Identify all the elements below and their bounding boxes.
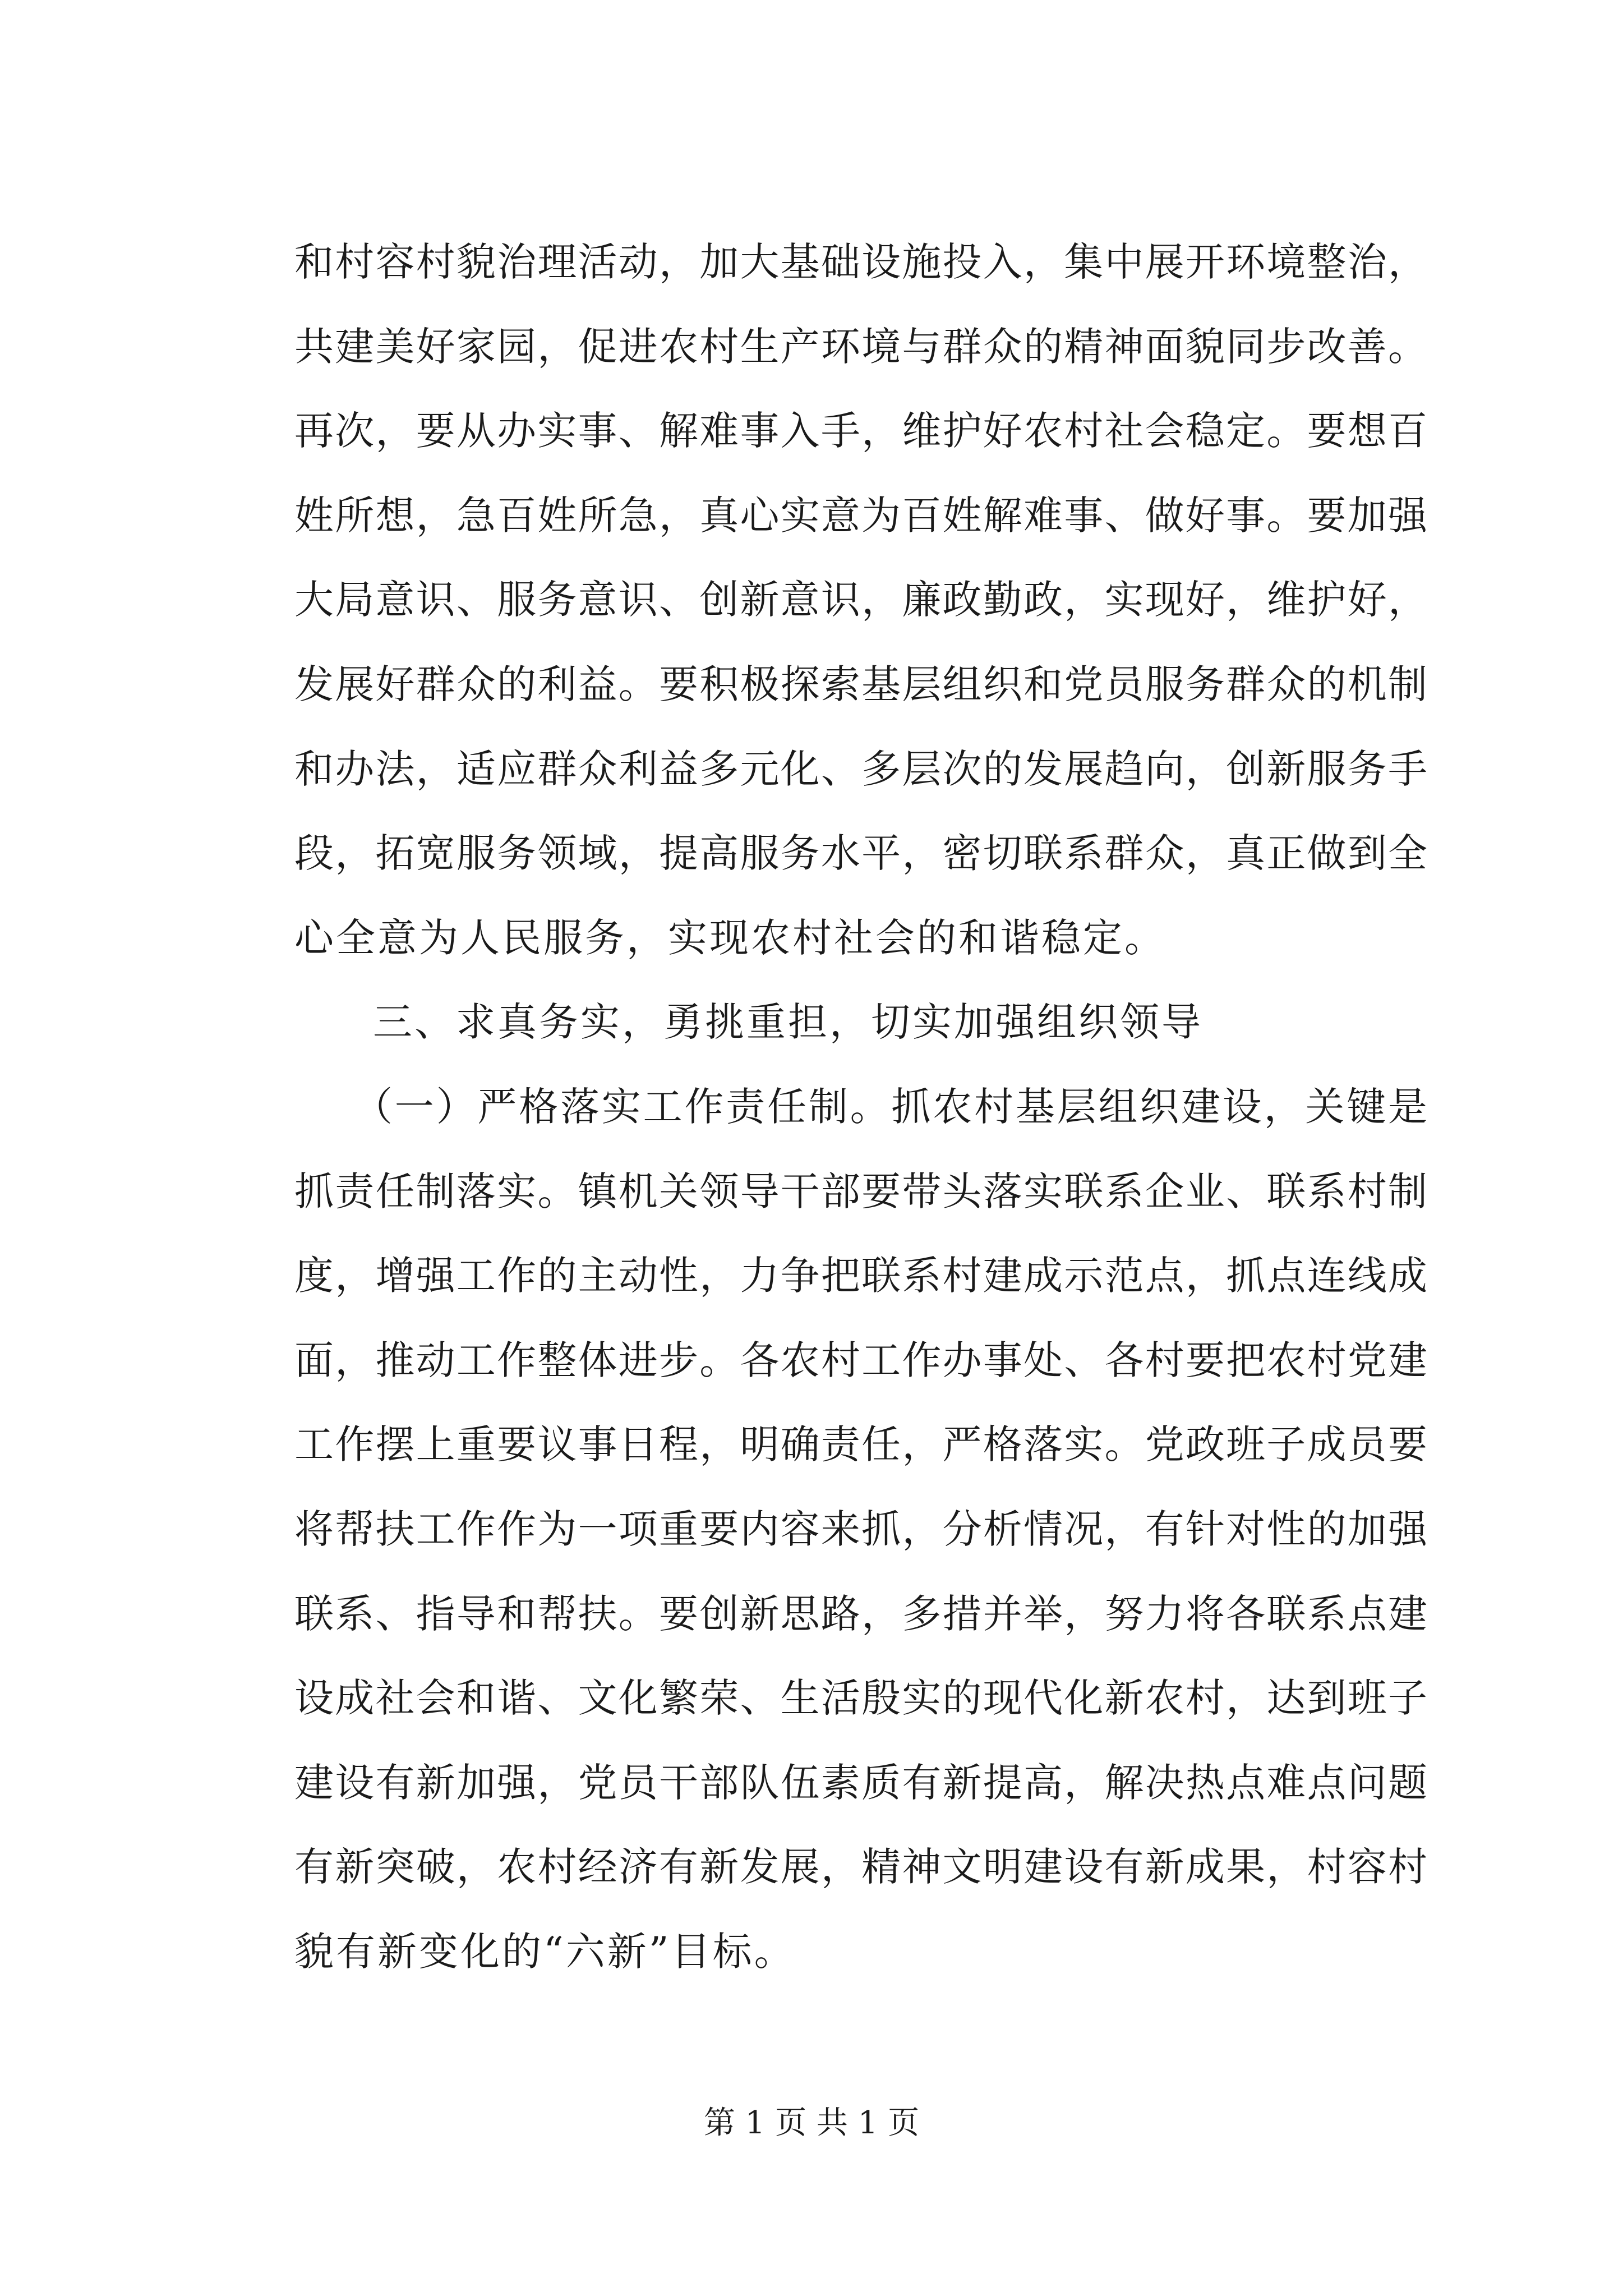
text-line: 心全意为人民服务，实现农村社会的和谐稳定。 bbox=[294, 914, 1166, 961]
text-line: 设成社会和谐、文化繁荣、生活殷实的现代化新农村，达到班子 bbox=[294, 1675, 1427, 1722]
text-line: 姓所想，急百姓所急，真心实意为百姓解难事、做好事。要加强 bbox=[294, 492, 1427, 539]
section-heading: 三、求真务实，勇挑重担，切实加强组织领导 bbox=[373, 999, 1203, 1046]
text-line: 联系、指导和帮扶。要创新思路，多措并举，努力将各联系点建 bbox=[294, 1590, 1427, 1637]
text-line: （一）严格落实工作责任制。抓农村基层组织建设，关键是 bbox=[353, 1083, 1427, 1130]
text-line: 发展好群众的利益。要积极探索基层组织和党员服务群众的机制 bbox=[294, 661, 1427, 707]
text-line: 貌有新变化的“六新”目标。 bbox=[294, 1928, 796, 1975]
text-line: 面，推动工作整体进步。各农村工作办事处、各村要把农村党建 bbox=[294, 1337, 1427, 1383]
page-footer bbox=[0, 2104, 1623, 2143]
text-line: 大局意识、服务意识、创新意识，廉政勤政，实现好，维护好， bbox=[294, 577, 1427, 623]
text-line: 和办法，适应群众利益多元化、多层次的发展趋向，创新服务手 bbox=[294, 746, 1427, 792]
document-body bbox=[294, 220, 1427, 1994]
text-line: 段，拓宽服务领域，提高服务水平，密切联系群众，真正做到全 bbox=[294, 830, 1427, 877]
text-line: 工作摆上重要议事日程，明确责任，严格落实。党政班子成员要 bbox=[294, 1421, 1427, 1468]
text-line: 抓责任制落实。镇机关领导干部要带头落实联系企业、联系村制 bbox=[294, 1168, 1427, 1214]
text-line: 有新突破，农村经济有新发展，精神文明建设有新成果，村容村 bbox=[294, 1844, 1427, 1890]
text-line: 再次，要从办实事、解难事入手，维护好农村社会稳定。要想百 bbox=[294, 408, 1427, 454]
text-line: 建设有新加强，党员干部队伍素质有新提高，解决热点难点问题 bbox=[294, 1759, 1427, 1806]
text-line: 将帮扶工作作为一项重要内容来抓，分析情况，有针对性的加强 bbox=[294, 1506, 1427, 1552]
text-line: 和村容村貌治理活动，加大基础设施投入，集中展开环境整治， bbox=[294, 239, 1427, 285]
text-line: 共建美好家园，促进农村生产环境与群众的精神面貌同步改善。 bbox=[294, 323, 1427, 370]
text-line: 度，增强工作的主动性，力争把联系村建成示范点，抓点连线成 bbox=[294, 1253, 1427, 1299]
page-number-label: 第 1 页 共 1 页 bbox=[703, 2105, 920, 2141]
